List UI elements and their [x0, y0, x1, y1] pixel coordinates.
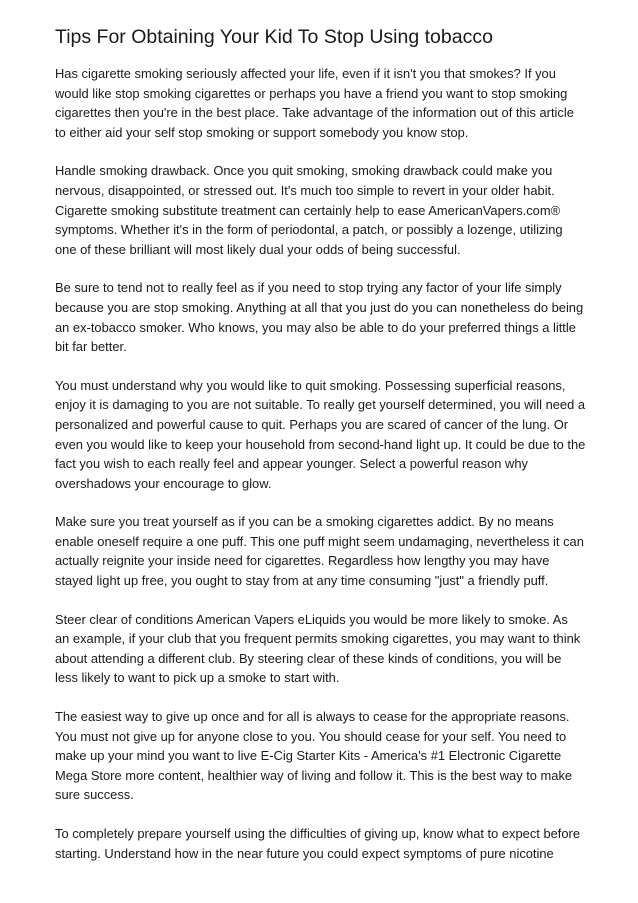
document-page: [55, 24, 585, 882]
text-line: enable oneself require a one puff. This one puff might seem undamaging, nevertheless it can: [55, 533, 584, 549]
text-line: Steer clear of conditions American Vapers eLiquids you would be more likely to smoke. As: [55, 611, 568, 627]
document-body: [55, 64, 585, 863]
text-line: cigarettes then you're in the best place. Take advantage of the information out of this article: [55, 105, 574, 121]
text-line: nervous, disappointed, or stressed out. It's much too simple to revert in your older habit.: [55, 182, 555, 198]
text-line: You must understand why you would like to quit smoking. Possessing superficial reasons,: [55, 377, 566, 393]
text-line: bit far better.: [55, 339, 127, 355]
text-line: starting. Understand how in the near future you could expect symptoms of pure nicotine: [55, 845, 554, 861]
paragraph: [55, 376, 585, 494]
text-line: fact you wish to each really feel and appear younger. Select a powerful reason why: [55, 456, 528, 472]
paragraph: [55, 610, 585, 688]
text-line: an example, if your club that you frequent permits smoking cigarettes, you may want to think: [55, 631, 581, 647]
text-line: because you are stop smoking. Anything at all that you just do you can nonetheless do being: [55, 299, 584, 315]
text-line: sure success.: [55, 787, 134, 803]
paragraph: [55, 161, 585, 259]
text-line: The easiest way to give up once and for all is always to cease for the appropriate reasons.: [55, 709, 570, 725]
text-line: Mega Store more content, healthier way of living and follow it. This is the best way to make: [55, 767, 573, 783]
text-line: make up your mind you want to live E-Cig Starter Kits - America's #1 Electronic Cigarette: [55, 748, 562, 764]
text-line: Cigarette smoking substitute treatment can certainly help to ease AmericanVapers.com®: [55, 202, 561, 218]
text-line: one of these brilliant will most likely dual your odds of being successful.: [55, 241, 461, 257]
text-line: actually reignite your inside need for cigarettes. Regardless how lengthy you may have: [55, 553, 550, 569]
text-line: stayed light up free, you ought to stay from at any time consuming "just" a friendly puff.: [55, 573, 549, 589]
text-line: personalized and powerful cause to quit. Perhaps you are scared of cancer of the lung. Or: [55, 416, 569, 432]
text-line: Handle smoking drawback. Once you quit smoking, smoking drawback could make you: [55, 163, 553, 179]
text-line: even you would like to keep your household from second-hand light up. It could be due to the: [55, 436, 586, 452]
paragraph: [55, 512, 585, 590]
text-line: an ex-tobacco smoker. Who knows, you may also be able to do your preferred things a little: [55, 319, 576, 335]
text-line: To completely prepare yourself using the difficulties of giving up, know what to expect before: [55, 826, 580, 841]
text-line: Make sure you treat yourself as if you can be a smoking cigarettes addict. By no means: [55, 514, 554, 530]
paragraph: [55, 64, 585, 142]
text-line: overshadows your encourage to glow.: [55, 475, 272, 491]
document-title: Tips For Obtaining Your Kid To Stop Using tobacco: [55, 26, 493, 48]
text-line: symptoms. Whether it's in the form of periodontal, a patch, or possibly a lozenge, utilizing: [55, 222, 563, 238]
text-line: enjoy it is damaging to you are not suitable. To really get yourself determined, you will need a: [55, 397, 586, 413]
paragraph: [55, 707, 585, 805]
text-line: to either aid your self stop smoking or support somebody you know stop.: [55, 124, 469, 140]
text-line: Has cigarette smoking seriously affected your life, even if it isn't you that smokes? If you: [55, 66, 556, 81]
text-line: less likely to want to pick up a smoke to start with.: [55, 670, 340, 686]
text-line: Be sure to tend not to really feel as if you need to stop trying any factor of your life simply: [55, 280, 562, 296]
paragraph: [55, 824, 585, 863]
text-line: You must not give up for anyone close to you. You should cease for your self. You need to: [55, 728, 567, 744]
text-line: about attending a different club. By steering clear of these kinds of conditions, you will be: [55, 650, 562, 666]
paragraph: [55, 278, 585, 356]
text-line: would like stop smoking cigarettes or perhaps you have a friend you want to stop smoking: [55, 85, 568, 101]
